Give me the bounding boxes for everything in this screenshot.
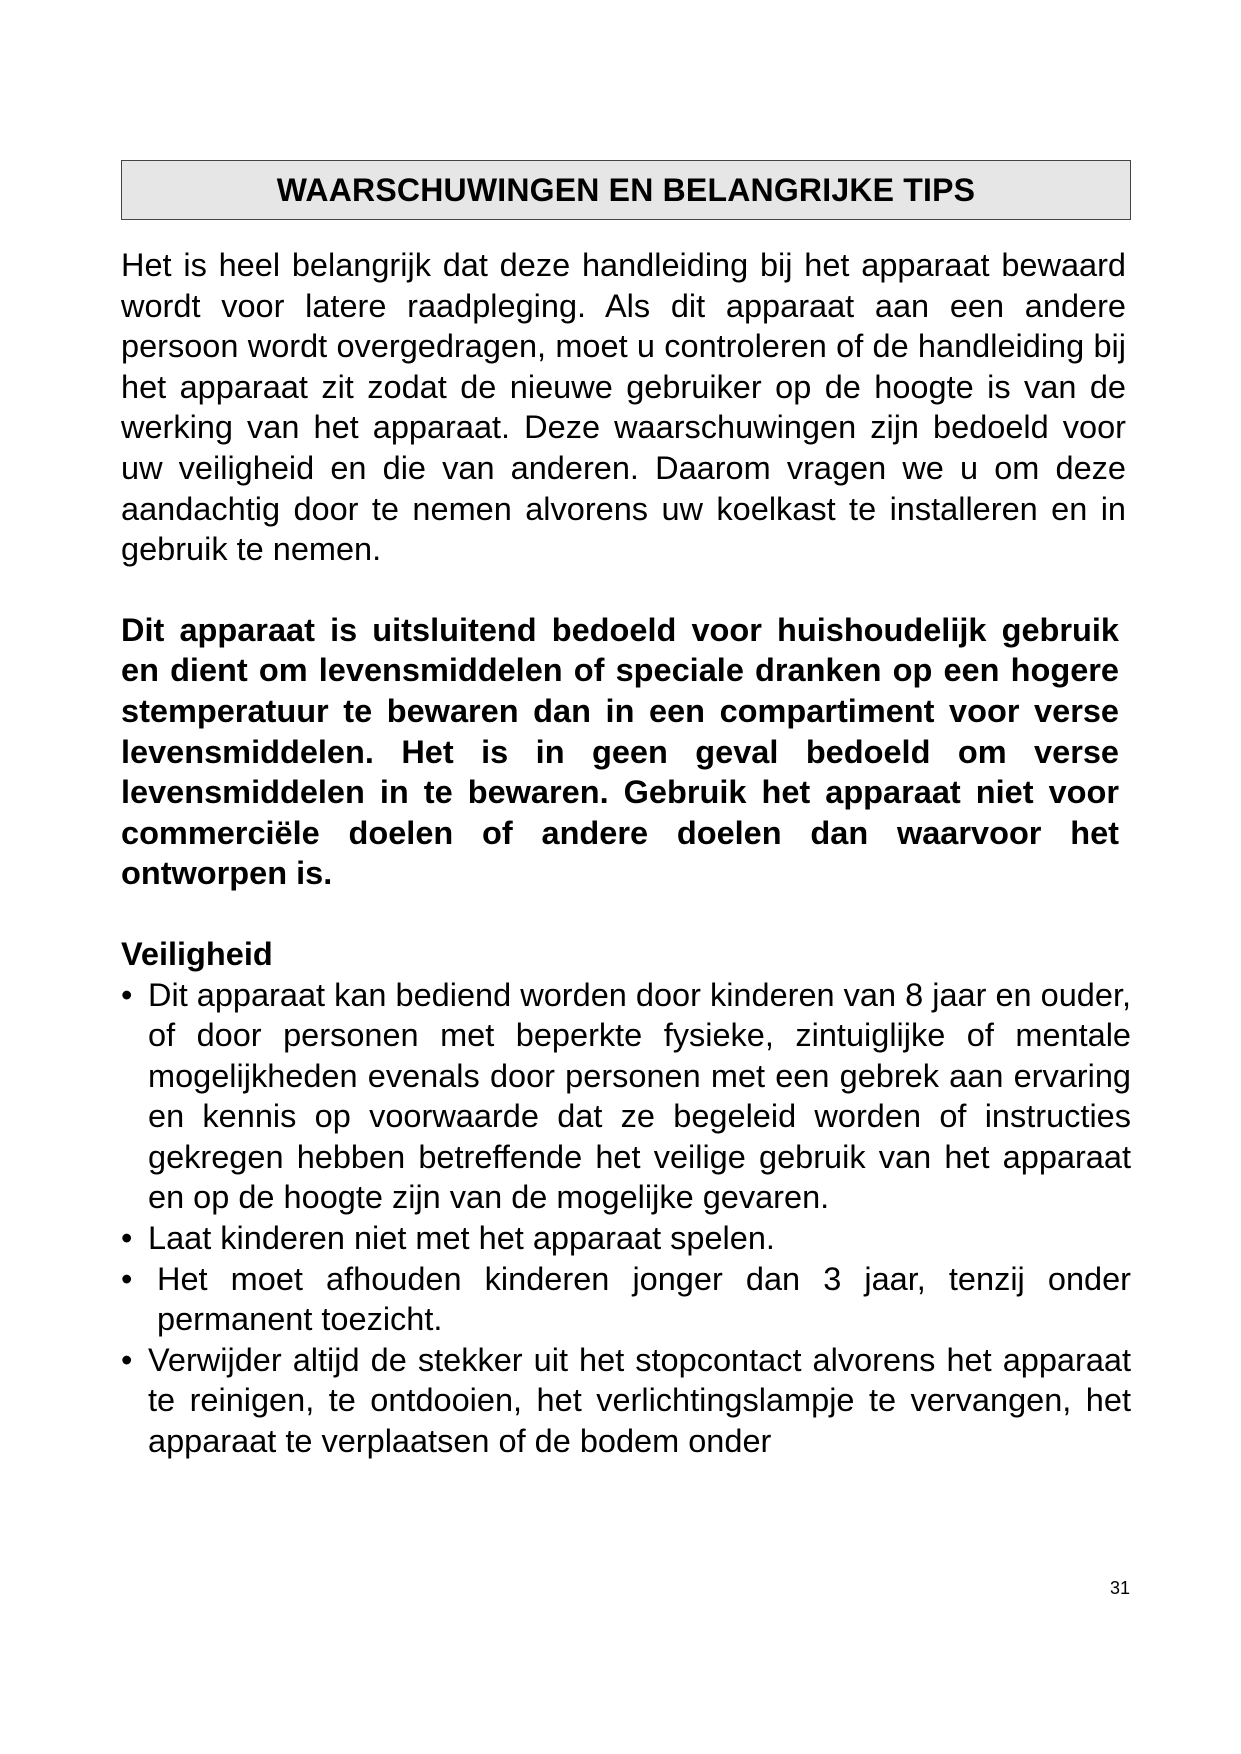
- safety-item-text: Dit apparaat kan bediend worden door kinderen van 8 jaar en ouder, of door personen met beperkte fysieke, zintuiglijke of mentale mogelijkheden evenals door personen met een gebrek aan ervaring en kennis op voorwaarde dat ze begeleid worden of instructies gekregen hebben betreffende het veilige gebruik van het apparaat en op de hoogte zijn van de mogelijke gevaren.: [148, 976, 1131, 1216]
- page-number: 31: [1109, 1578, 1130, 1598]
- bullet-icon: •: [121, 976, 133, 1013]
- page-title: WAARSCHUWINGEN EN BELANGRIJKE TIPS: [276, 171, 976, 208]
- bullet-icon: •: [121, 1220, 133, 1257]
- bullet-icon: •: [121, 1341, 133, 1378]
- safety-item: [121, 1218, 1131, 1259]
- safety-item: [121, 1259, 1131, 1340]
- title-box: [121, 160, 1131, 220]
- safety-item: [121, 1340, 1131, 1462]
- safety-item: [121, 975, 1131, 1219]
- safety-heading: Veiligheid: [121, 935, 273, 972]
- usage-warning-paragraph: Dit apparaat is uitsluitend bedoeld voor huishoudelijk gebruik en dient om levensmiddelen of speciale dranken op een hogere stemperatuur te bewaren dan in een compartiment voor verse levensmiddelen. Het is in geen geval bedoeld om verse levensmiddelen in te bewaren. Gebruik het apparaat niet voor commerciële doelen of andere doelen dan waarvoor het ontworpen is.: [121, 611, 1119, 892]
- safety-item-text: Verwijder altijd de stekker uit het stopcontact alvorens het apparaat te reinigen, te ontdooien, het verlichtingslampje te vervangen, het apparaat te verplaatsen of de bodem onder: [148, 1341, 1131, 1460]
- page-content: [121, 245, 1131, 1462]
- safety-item-text: Laat kinderen niet met het apparaat spelen.: [148, 1220, 775, 1257]
- safety-list: [121, 975, 1131, 1462]
- intro-paragraph: Het is heel belangrijk dat deze handleiding bij het apparaat bewaard wordt voor latere raadpleging. Als dit apparaat aan een andere persoon wordt overgedragen, moet u controleren of de handleiding bij het apparaat zit zodat de nieuwe gebruiker op de hoogte is van de werking van het apparaat. Deze waarschuwingen zijn bedoeld voor uw veiligheid en die van anderen. Daarom vragen we u om deze aandachtig door te nemen alvorens uw koelkast te installeren en in gebruik te nemen.: [121, 247, 1126, 568]
- safety-item-text: Het moet afhouden kinderen jonger dan 3 jaar, tenzij onder permanent toezicht.: [157, 1260, 1131, 1338]
- bullet-icon: •: [121, 1260, 133, 1297]
